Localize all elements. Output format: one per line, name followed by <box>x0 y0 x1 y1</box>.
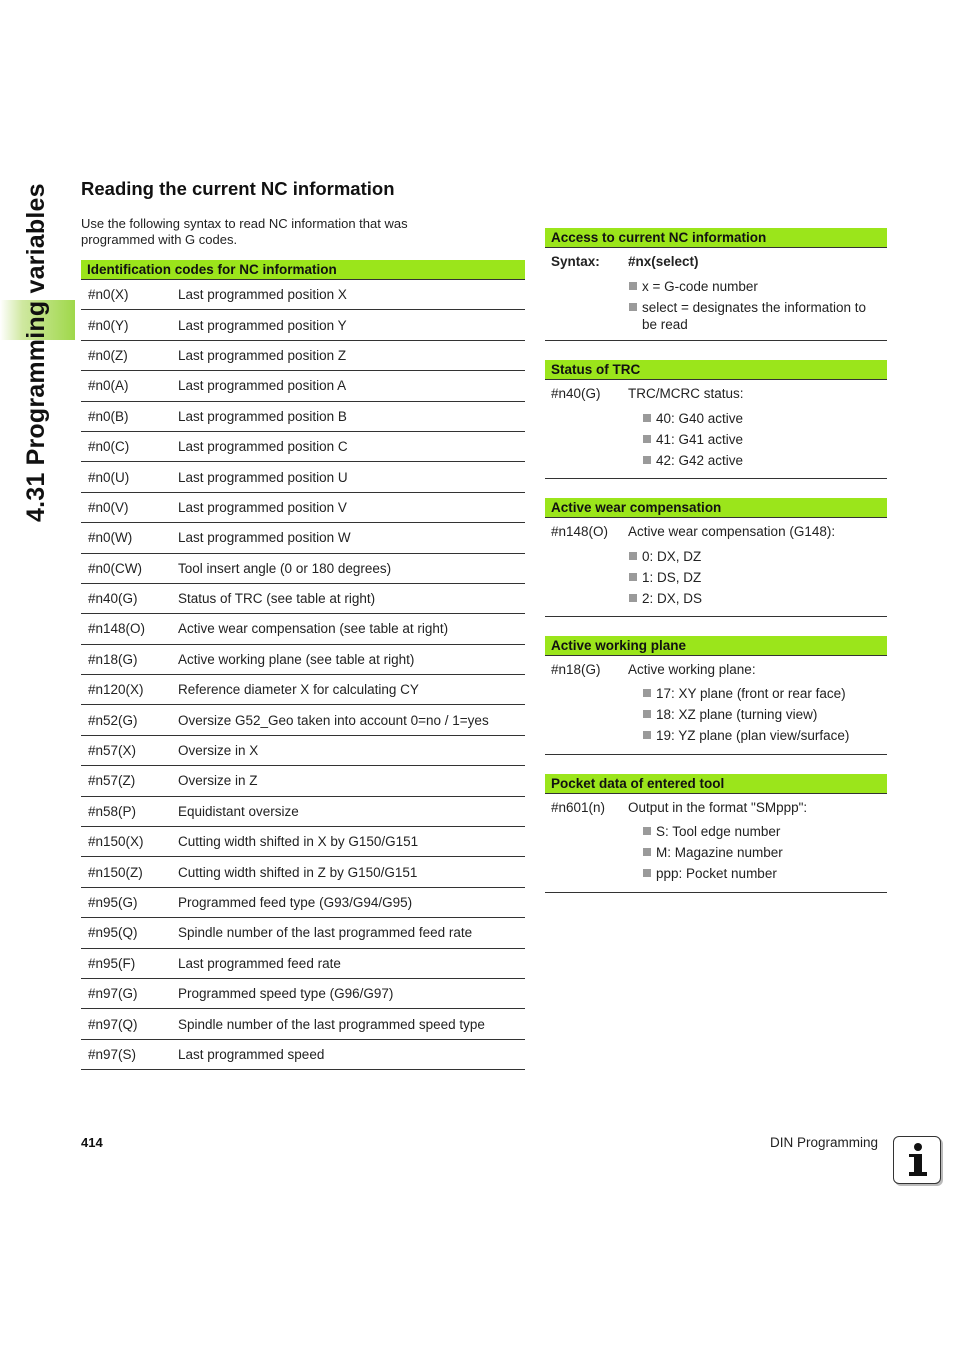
section-title: Reading the current NC information <box>81 178 395 199</box>
table-row <box>81 554 525 584</box>
info-icon <box>893 1136 941 1184</box>
code-cell: #n148(O) <box>88 621 146 637</box>
bullet-item <box>642 685 887 702</box>
table-row <box>81 857 525 887</box>
table-row <box>81 1040 525 1070</box>
plane-desc: Active working plane: <box>628 662 756 677</box>
trc-code: #n40(G) <box>551 386 601 401</box>
table-row <box>81 614 525 644</box>
access-header: Access to current NC information <box>545 228 887 248</box>
page-number: 414 <box>81 1135 103 1150</box>
bullet-item <box>642 431 887 448</box>
wear-box <box>545 498 887 617</box>
access-bullet-list <box>628 278 878 333</box>
code-cell: #n0(A) <box>88 378 129 394</box>
square-bullet-icon <box>643 731 651 739</box>
wear-bullet-list <box>628 548 887 607</box>
code-cell: #n0(B) <box>88 408 129 424</box>
pocket-bullet-list <box>642 823 887 882</box>
table-row <box>81 918 525 948</box>
description-cell: Last programmed position U <box>178 469 348 485</box>
description-cell: Oversize G52_Geo taken into account 0=no / 1=yes <box>178 712 489 728</box>
description-cell: Last programmed position C <box>178 439 348 455</box>
square-bullet-icon <box>629 282 637 290</box>
trc-bullet-list <box>642 410 887 469</box>
table-row <box>81 766 525 796</box>
table-body <box>81 280 525 1070</box>
code-cell: #n57(Z) <box>88 773 136 789</box>
bullet-text: 1: DS, DZ <box>642 570 702 585</box>
code-cell: #n0(Y) <box>88 317 129 333</box>
code-cell: #n40(G) <box>88 591 138 607</box>
code-cell: #n95(F) <box>88 955 136 971</box>
table-row <box>81 888 525 918</box>
code-cell: #n57(X) <box>88 743 137 759</box>
description-cell: Cutting width shifted in X by G150/G151 <box>178 834 419 850</box>
square-bullet-icon <box>629 552 637 560</box>
pocket-box <box>545 774 887 893</box>
bullet-text: 41: G41 active <box>656 432 744 447</box>
description-cell: Programmed speed type (G96/G97) <box>178 986 394 1002</box>
description-cell: Equidistant oversize <box>178 803 299 819</box>
description-cell: Last programmed position W <box>178 530 351 546</box>
trc-box <box>545 360 887 479</box>
bullet-item <box>642 452 887 469</box>
table-row <box>81 949 525 979</box>
identification-codes-table <box>81 260 525 1070</box>
code-cell: #n0(X) <box>88 287 129 303</box>
bullet-text: 17: XY plane (front or rear face) <box>656 686 846 701</box>
table-row <box>81 797 525 827</box>
table-row <box>81 493 525 523</box>
pocket-desc: Output in the format "SMppp": <box>628 800 808 815</box>
bullet-text: 0: DX, DZ <box>642 549 702 564</box>
bullet-item <box>642 865 887 882</box>
square-bullet-icon <box>629 573 637 581</box>
code-cell: #n0(U) <box>88 469 130 485</box>
code-cell: #n97(G) <box>88 986 138 1002</box>
bullet-text: 18: XZ plane (turning view) <box>656 707 818 722</box>
table-row <box>81 432 525 462</box>
table-row <box>81 979 525 1009</box>
bullet-item <box>628 299 878 333</box>
table-row <box>81 310 525 340</box>
bullet-text: 2: DX, DS <box>642 591 703 606</box>
syntax-value: #nx(select) <box>628 254 699 269</box>
wear-desc: Active wear compensation (G148): <box>628 524 836 539</box>
intro-paragraph: Use the following syntax to read NC information that was programmed with G codes. <box>81 216 408 247</box>
table-row <box>81 705 525 735</box>
bullet-text: ppp: Pocket number <box>656 866 777 881</box>
code-cell: #n0(C) <box>88 439 130 455</box>
plane-box <box>545 636 887 755</box>
description-cell: Status of TRC (see table at right) <box>178 591 376 607</box>
description-cell: Oversize in X <box>178 743 259 759</box>
description-cell: Active wear compensation (see table at right) <box>178 621 449 637</box>
bullet-text: 42: G42 active <box>656 453 744 468</box>
bullet-text: M: Magazine number <box>656 845 783 860</box>
code-cell: #n97(S) <box>88 1046 137 1062</box>
plane-code: #n18(G) <box>551 662 601 677</box>
description-cell: Last programmed feed rate <box>178 955 341 971</box>
table-row <box>81 736 525 766</box>
bullet-item <box>628 569 887 586</box>
bullet-item <box>642 706 887 723</box>
square-bullet-icon <box>643 435 651 443</box>
bullet-text: x = G-code number <box>642 279 758 294</box>
description-cell: Last programmed position B <box>178 408 347 424</box>
table-row <box>81 341 525 371</box>
table-row <box>81 1009 525 1039</box>
pocket-body <box>545 794 887 893</box>
plane-body <box>545 656 887 755</box>
square-bullet-icon <box>643 827 651 835</box>
square-bullet-icon <box>643 414 651 422</box>
bullet-item <box>628 278 878 295</box>
table-row <box>81 280 525 310</box>
bullet-text: 40: G40 active <box>656 411 744 426</box>
table-row <box>81 675 525 705</box>
square-bullet-icon <box>629 303 637 311</box>
square-bullet-icon <box>643 848 651 856</box>
table-row <box>81 402 525 432</box>
bullet-item <box>642 844 887 861</box>
code-cell: #n58(P) <box>88 803 137 819</box>
description-cell: Spindle number of the last programmed speed type <box>178 1016 485 1032</box>
syntax-label: Syntax: <box>551 254 600 269</box>
bullet-item <box>642 727 887 744</box>
access-body <box>545 248 887 341</box>
table-header: Identification codes for NC information <box>81 260 525 280</box>
description-cell: Tool insert angle (0 or 180 degrees) <box>178 560 392 576</box>
code-cell: #n150(Z) <box>88 864 143 880</box>
description-cell: Oversize in Z <box>178 773 258 789</box>
access-box <box>545 228 887 341</box>
description-cell: Last programmed position V <box>178 499 347 515</box>
code-cell: #n95(Q) <box>88 925 138 941</box>
table-row <box>81 462 525 492</box>
square-bullet-icon <box>643 869 651 877</box>
table-row <box>81 523 525 553</box>
code-cell: #n0(V) <box>88 499 129 515</box>
bullet-text: S: Tool edge number <box>656 824 781 839</box>
bullet-item <box>628 548 887 565</box>
description-cell: Cutting width shifted in Z by G150/G151 <box>178 864 418 880</box>
bullet-item <box>628 590 887 607</box>
chapter-name: DIN Programming <box>770 1135 879 1150</box>
square-bullet-icon <box>643 710 651 718</box>
bullet-text: 19: YZ plane (plan view/surface) <box>656 728 850 743</box>
square-bullet-icon <box>629 594 637 602</box>
description-cell: Spindle number of the last programmed feed rate <box>178 925 473 941</box>
table-row <box>81 371 525 401</box>
wear-body <box>545 518 887 617</box>
code-cell: #n0(Z) <box>88 347 128 363</box>
table-row <box>81 645 525 675</box>
bullet-item <box>642 823 887 840</box>
plane-header: Active working plane <box>545 636 887 656</box>
table-row <box>81 584 525 614</box>
square-bullet-icon <box>643 689 651 697</box>
code-cell: #n97(Q) <box>88 1016 138 1032</box>
code-cell: #n18(G) <box>88 651 138 667</box>
description-cell: Programmed feed type (G93/G94/G95) <box>178 895 413 910</box>
code-cell: #n150(X) <box>88 834 144 850</box>
description-cell: Last programmed position X <box>178 287 347 303</box>
description-cell: Active working plane (see table at right) <box>178 651 415 667</box>
pocket-header: Pocket data of entered tool <box>545 774 887 794</box>
trc-desc: TRC/MCRC status: <box>628 386 744 401</box>
code-cell: #n120(X) <box>88 682 144 698</box>
bullet-text: select = designates the information to be read <box>642 300 867 332</box>
square-bullet-icon <box>643 456 651 464</box>
bullet-item <box>642 410 887 427</box>
wear-header: Active wear compensation <box>545 498 887 518</box>
code-cell: #n52(G) <box>88 712 138 728</box>
trc-body <box>545 380 887 479</box>
wear-code: #n148(O) <box>551 524 609 539</box>
chapter-side-title: 4.31 Programming variables <box>22 183 50 522</box>
code-cell: #n95(G) <box>88 895 138 910</box>
description-cell: Reference diameter X for calculating CY <box>178 682 419 698</box>
description-cell: Last programmed speed <box>178 1046 325 1062</box>
code-cell: #n0(CW) <box>88 560 143 576</box>
description-cell: Last programmed position A <box>178 378 347 394</box>
plane-bullet-list <box>642 685 887 744</box>
trc-header: Status of TRC <box>545 360 887 380</box>
description-cell: Last programmed position Z <box>178 347 347 363</box>
table-row <box>81 827 525 857</box>
pocket-code: #n601(n) <box>551 800 606 815</box>
code-cell: #n0(W) <box>88 530 133 546</box>
description-cell: Last programmed position Y <box>178 317 347 333</box>
